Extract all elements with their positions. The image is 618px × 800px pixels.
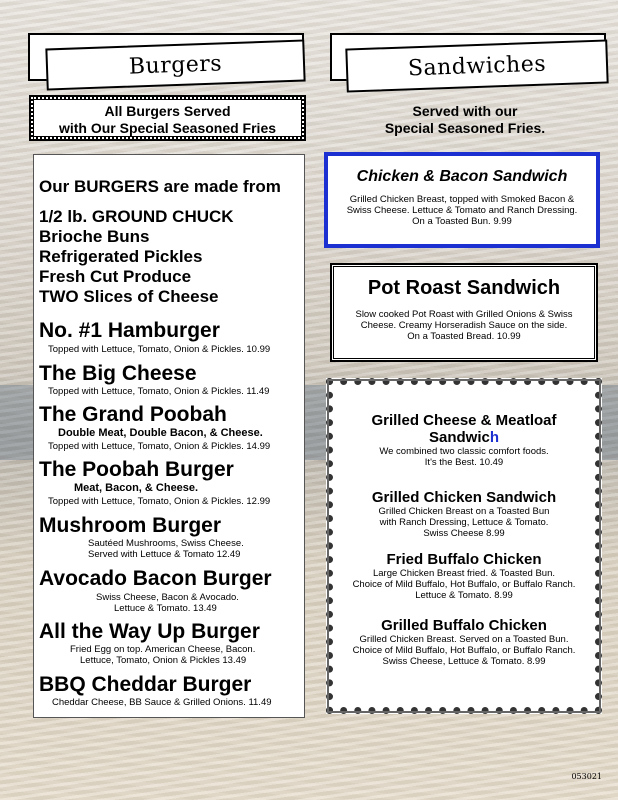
burger-name: Mushroom Burger bbox=[39, 514, 222, 537]
burger-desc: Sautéed Mushrooms, Swiss Cheese. bbox=[88, 538, 244, 549]
sandwich-desc: We combined two classic comfort foods. bbox=[379, 446, 549, 457]
burger-name: No. #1 Hamburger bbox=[39, 319, 220, 342]
burgers-fries-note bbox=[29, 95, 306, 141]
burger-desc: Topped with Lettuce, Tomato, Onion & Pickles. 12.99 bbox=[48, 496, 271, 507]
sandwich-list-panel bbox=[326, 378, 602, 714]
burger-name: The Big Cheese bbox=[39, 362, 197, 385]
burger-desc: Topped with Lettuce, Tomato, Onion & Pickles. 14.99 bbox=[48, 441, 271, 452]
sandwich-item bbox=[333, 412, 595, 468]
burger-desc: Served with Lettuce & Tomato 12.49 bbox=[88, 549, 241, 560]
note-line: Special Seasoned Fries. bbox=[384, 120, 546, 136]
burger-name: The Poobah Burger bbox=[39, 458, 234, 481]
chicken-bacon-desc: Swiss Cheese. Lettuce & Tomato and Ranch Dressing. bbox=[346, 205, 578, 216]
burger-desc: Topped with Lettuce, Tomato, Onion & Pickles. 11.49 bbox=[48, 386, 270, 397]
note-line: Served with our bbox=[412, 103, 518, 119]
chicken-bacon-desc: On a Toasted Bun. 9.99 bbox=[412, 216, 512, 227]
burger-desc: Cheddar Cheese, BB Sauce & Grilled Onions. 11.49 bbox=[52, 697, 272, 708]
pot-roast-desc: Slow cooked Pot Roast with Grilled Onions & Swiss bbox=[355, 309, 573, 320]
sandwich-title-cont bbox=[333, 429, 595, 446]
pot-roast-desc: Cheese. Creamy Horseradish Sauce on the side. bbox=[360, 320, 568, 331]
burger-name: All the Way Up Burger bbox=[39, 620, 260, 643]
burger-intro-line: 1/2 lb. GROUND CHUCK bbox=[39, 207, 234, 226]
burgers-header bbox=[28, 33, 308, 91]
burger-desc: Swiss Cheese, Bacon & Avocado. bbox=[96, 592, 239, 603]
pot-roast-card bbox=[331, 264, 597, 361]
sandwich-desc: Swiss Cheese 8.99 bbox=[423, 528, 505, 539]
sandwich-desc: Large Chicken Breast fried. & Toasted Bun. bbox=[372, 568, 555, 579]
burger-intro-line: Refrigerated Pickles bbox=[39, 247, 203, 266]
menu-code: 053021 bbox=[571, 772, 602, 781]
burger-name: BBQ Cheddar Burger bbox=[39, 673, 252, 696]
sandwich-title: Grilled Buffalo Chicken bbox=[381, 617, 547, 634]
burger-highlight: Meat, Bacon, & Cheese. bbox=[74, 482, 199, 494]
chicken-bacon-card bbox=[324, 152, 600, 248]
burger-name: The Grand Poobah bbox=[39, 403, 227, 426]
burger-intro-heading: Our BURGERS are made from bbox=[39, 177, 281, 196]
sandwiches-header-label: Sandwiches bbox=[345, 39, 608, 92]
sandwich-desc: Lettuce & Tomato. 8.99 bbox=[415, 590, 513, 601]
sandwich-desc: with Ranch Dressing, Lettuce & Tomato. bbox=[379, 517, 549, 528]
burger-highlight: Double Meat, Double Bacon, & Cheese. bbox=[58, 427, 263, 439]
sandwich-item bbox=[333, 551, 595, 601]
burger-name: Avocado Bacon Burger bbox=[39, 567, 272, 590]
sandwich-item bbox=[333, 489, 595, 539]
burger-intro-line: TWO Slices of Cheese bbox=[39, 287, 219, 306]
sandwich-item bbox=[333, 617, 595, 667]
sandwich-desc: It's the Best. 10.49 bbox=[424, 457, 504, 468]
sandwich-title: Fried Buffalo Chicken bbox=[386, 551, 542, 568]
burger-desc: Lettuce, Tomato, Onion & Pickles 13.49 bbox=[80, 655, 247, 666]
sandwich-title: Grilled Chicken Sandwich bbox=[371, 489, 557, 506]
sandwich-title-part: Sandwic bbox=[428, 429, 490, 446]
sandwich-desc: Swiss Cheese, Lettuce & Tomato. 8.99 bbox=[382, 656, 546, 667]
chicken-bacon-title: Chicken & Bacon Sandwich bbox=[356, 168, 568, 185]
sandwich-desc: Choice of Mild Buffalo, Hot Buffalo, or Buffalo Ranch. bbox=[352, 579, 576, 590]
note-line: with Our Special Seasoned Fries bbox=[58, 120, 277, 136]
sandwiches-fries-note bbox=[330, 103, 600, 137]
sandwich-desc: Choice of Mild Buffalo, Hot Buffalo, or Buffalo Ranch. bbox=[352, 645, 576, 656]
burgers-header-label: Burgers bbox=[45, 39, 305, 90]
burgers-panel bbox=[33, 154, 305, 718]
burger-intro-line: Fresh Cut Produce bbox=[39, 267, 192, 286]
sandwich-desc: Grilled Chicken Breast on a Toasted Bun bbox=[378, 506, 550, 517]
burger-intro-line: Brioche Buns bbox=[39, 227, 150, 246]
pot-roast-desc: On a Toasted Bread. 10.99 bbox=[407, 331, 521, 342]
burger-desc: Fried Egg on top. American Cheese, Bacon. bbox=[70, 644, 256, 655]
sandwich-desc: Grilled Chicken Breast. Served on a Toasted Bun. bbox=[359, 634, 569, 645]
sandwiches-header bbox=[330, 33, 612, 91]
sandwich-title: Grilled Cheese & Meatloaf bbox=[371, 412, 557, 429]
chicken-bacon-desc: Grilled Chicken Breast, topped with Smoked Bacon & bbox=[349, 194, 575, 205]
note-line: All Burgers Served bbox=[104, 103, 231, 119]
burger-desc: Lettuce & Tomato. 13.49 bbox=[114, 603, 217, 614]
sandwich-title-part: h bbox=[489, 429, 500, 446]
burger-desc: Topped with Lettuce, Tomato, Onion & Pickles. 10.99 bbox=[48, 344, 271, 355]
pot-roast-title: Pot Roast Sandwich bbox=[367, 277, 561, 299]
